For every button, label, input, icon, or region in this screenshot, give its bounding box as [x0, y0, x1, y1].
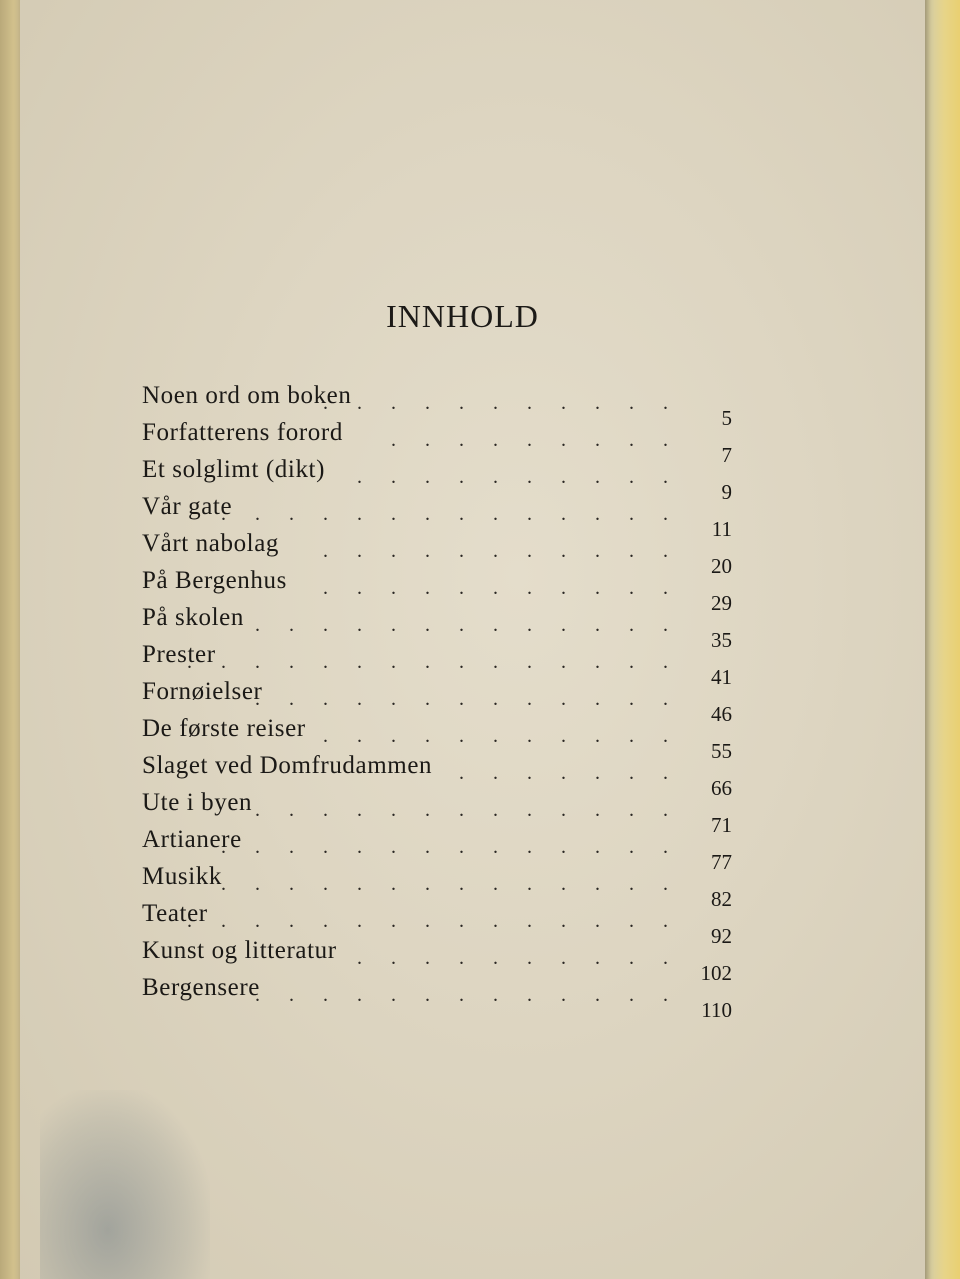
leader-dots: . . . . . . . . . . .	[323, 540, 680, 562]
toc-entry	[142, 419, 732, 467]
leader-dots: . . . . . . . . . . . . .	[255, 614, 680, 636]
toc-entry-title: Teater	[142, 900, 208, 927]
leader-dots: . . . . . . . . .	[391, 429, 680, 451]
toc-entry-title: Bergensere	[142, 974, 260, 1001]
leader-dots: . . . . . . . . . . . . . . .	[187, 910, 680, 932]
toc-entry-title: Prester	[142, 641, 216, 668]
toc-entry-page: 5	[721, 406, 732, 430]
toc-entry-page: 9	[721, 480, 732, 504]
toc-entry-title: Fornøielser	[142, 678, 263, 705]
toc-entry	[142, 826, 732, 874]
toc-entry	[142, 974, 732, 1022]
toc-entry-title: Kunst og litteratur	[142, 937, 337, 964]
toc-entry-title: Ute i byen	[142, 789, 253, 816]
toc-entry-page: 66	[711, 776, 732, 800]
leader-dots: . . . . . . . . . . . . .	[255, 799, 680, 821]
toc-entry-page: 46	[711, 702, 732, 726]
page-title: INNHOLD	[386, 298, 539, 334]
toc-entry-title: Musikk	[142, 863, 223, 890]
toc-entry	[142, 382, 732, 430]
toc-entry-title: Vår gate	[142, 493, 233, 520]
toc-entry-title: Vårt nabolag	[142, 530, 280, 557]
toc-entry-page: 20	[711, 554, 732, 578]
toc-entry-page: 55	[711, 739, 732, 763]
toc-entry	[142, 863, 732, 911]
toc-entry	[142, 456, 732, 504]
toc-entry-page: 7	[721, 443, 732, 467]
toc-entry	[142, 493, 732, 541]
toc-entry	[142, 530, 732, 578]
toc-entry-title: Forfatterens forord	[142, 419, 343, 446]
leader-dots: . . . . . . . . . .	[357, 466, 680, 488]
toc-entry-page: 110	[701, 998, 732, 1022]
toc-entry	[142, 678, 732, 726]
toc-entry-page: 77	[711, 850, 732, 874]
shadow-overlay	[40, 1090, 210, 1279]
leader-dots: . . . . . . . . . . .	[323, 392, 680, 414]
toc-entry-title: Noen ord om boken	[142, 382, 352, 409]
toc-entry-title: Et solglimt (dikt)	[142, 456, 326, 483]
toc-entry-page: 92	[711, 924, 732, 948]
leader-dots: . . . . . . . . . . . . . . .	[187, 651, 680, 673]
leader-dots: . . . . . . . . . . . . .	[255, 688, 680, 710]
leader-dots: . . . . . . . . . . .	[323, 725, 680, 747]
leader-dots: . . . . . . .	[459, 762, 680, 784]
toc-entry-page: 82	[711, 887, 732, 911]
leader-dots: . . . . . . . . . . . . . .	[221, 873, 680, 895]
toc-entry-page: 11	[711, 517, 732, 541]
toc-entry-title: Artianere	[142, 826, 242, 853]
leader-dots: . . . . . . . . . . . . . .	[221, 503, 680, 525]
leader-dots: . . . . . . . . . .	[357, 947, 680, 969]
book-page	[20, 0, 925, 1279]
table-of-contents	[142, 382, 732, 1022]
toc-entry	[142, 789, 732, 837]
toc-entry-title: På skolen	[142, 604, 244, 631]
leader-dots: . . . . . . . . . . .	[323, 577, 680, 599]
book-edge-left	[0, 0, 22, 1279]
toc-entry	[142, 715, 732, 763]
toc-entry-page: 41	[711, 665, 732, 689]
toc-entry-page: 71	[711, 813, 732, 837]
toc-entry-page: 35	[711, 628, 732, 652]
toc-entry-page: 102	[700, 961, 732, 985]
toc-entry-title: De første reiser	[142, 715, 306, 742]
toc-entry-title: På Bergenhus	[142, 567, 287, 594]
book-edge-right	[920, 0, 960, 1279]
leader-dots: . . . . . . . . . . . . .	[255, 984, 680, 1006]
toc-entry-title: Slaget ved Domfrudammen	[142, 752, 433, 779]
toc-entry	[142, 567, 732, 615]
toc-entry	[142, 937, 732, 985]
toc-entry	[142, 604, 732, 652]
toc-entry-page: 29	[711, 591, 732, 615]
toc-entry	[142, 900, 732, 948]
toc-entry	[142, 752, 732, 800]
leader-dots: . . . . . . . . . . . . . .	[221, 836, 680, 858]
toc-entry	[142, 641, 732, 689]
